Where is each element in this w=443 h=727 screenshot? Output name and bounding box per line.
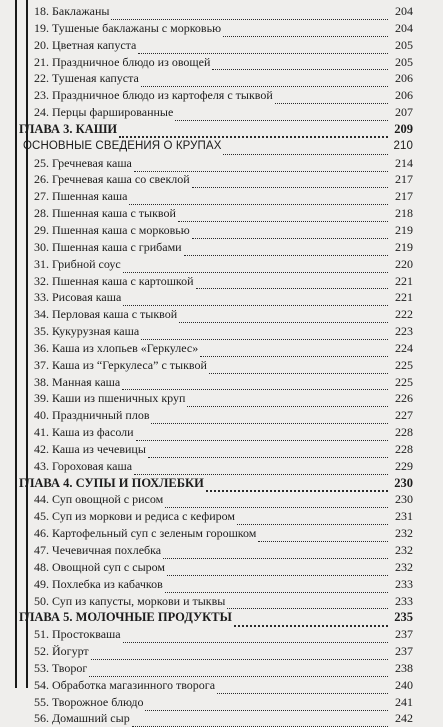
chapter-title: ГЛАВА 4. СУПЫ И ПОХЛЕБКИ [19,475,204,490]
entry-title: 54. Обработка магазинного творога [34,677,216,692]
dot-leader [138,41,388,54]
entry-title: 49. Похлебка из кабачков [34,576,163,591]
page-number: 230 [394,475,413,490]
toc-entry [0,525,443,542]
page-number: 232 [395,543,413,557]
toc-entry [0,458,443,475]
dot-leader [212,57,388,70]
entry-title: 30. Пшенная каша с грибами [34,239,182,254]
page-number: 220 [395,256,413,271]
page-number: 237 [395,627,413,642]
entry-title: 56. Домашний сыр [34,711,130,726]
toc-entry [0,171,443,188]
dot-leader [129,192,388,205]
page-number: 221 [395,273,413,288]
dot-leader [192,175,388,188]
table-of-contents [0,3,443,727]
toc-entry [0,542,443,559]
toc-entry [0,239,443,256]
dot-leader [178,209,388,222]
page-number: 224 [395,340,413,355]
chapter-title: ГЛАВА 3. КАШИ [19,121,118,136]
dot-leader [209,361,388,374]
dot-leader [227,596,388,609]
page-number: 238 [395,660,413,675]
page-number: 241 [395,694,413,709]
toc-entry [0,289,443,306]
dot-leader [134,462,388,475]
toc-entry [0,491,443,508]
page-number: 210 [393,139,413,152]
dot-leader [179,310,388,323]
entry-title: 19. Тушеные баклажаны с морковью [34,20,222,35]
entry-title: 35. Кукурузная каша [34,324,140,339]
dot-leader [237,512,388,525]
dot-leader [223,24,388,37]
dot-leader [196,276,388,289]
page-number: 217 [395,189,413,204]
dot-leader [151,411,388,424]
entry-title: 24. Перцы фаршированные [34,105,174,120]
dot-leader [132,714,388,727]
toc-entry [0,188,443,205]
chapter-title: ГЛАВА 5. МОЛОЧНЫЕ ПРОДУКТЫ [19,610,232,625]
page-number: 230 [395,492,413,507]
page-number: 204 [395,20,413,35]
page-number: 219 [395,222,413,237]
page-number: 232 [395,526,413,541]
page-number: 227 [395,408,413,423]
entry-title: 48. Овощной суп с сыром [34,559,166,574]
dot-leader [145,698,388,711]
toc-entry [0,710,443,727]
dot-leader [119,124,388,138]
toc-entry [0,407,443,424]
entry-title: 51. Простокваша [34,627,121,642]
dot-leader [89,664,388,677]
entry-title: 52. Йогурт [34,644,89,659]
page-number: 228 [395,425,413,440]
page-number: 225 [395,357,413,372]
page-number: 226 [395,391,413,406]
entry-title: 27. Пшенная каша [34,189,128,204]
toc-entry [0,222,443,239]
entry-title: 25. Гречневая каша [34,155,132,170]
chapter-heading [0,609,443,626]
dot-leader [217,681,388,694]
entry-title: 38. Манная каша [34,374,121,389]
section-title: ОСНОВНЫЕ СВЕДЕНИЯ О КРУПАХ [23,139,222,152]
entry-title: 22. Тушеная капуста [34,71,139,86]
page-number: 206 [395,71,413,86]
page-number: 233 [395,576,413,591]
entry-title: 47. Чечевичная похлебка [34,543,162,557]
toc-entry [0,340,443,357]
toc-entry [0,508,443,525]
entry-title: 44. Суп овощной с рисом [34,492,164,507]
toc-entry [0,660,443,677]
dot-leader [148,445,388,458]
entry-title: 36. Каша из хлопьев «Геркулес» [34,340,199,355]
page-number: 242 [395,711,413,726]
page-number: 205 [395,54,413,69]
dot-leader [123,630,388,643]
toc-entry [0,205,443,222]
dot-leader [111,7,388,20]
page-number: 214 [395,155,413,170]
toc-entry [0,37,443,54]
entry-title: 50. Суп из капусты, моркови и тыквы [34,593,226,608]
entry-title: 42. Каша из чечевицы [34,441,146,456]
dot-leader [234,613,388,627]
dot-leader [141,74,388,87]
entry-title: 33. Рисовая каша [34,290,122,305]
toc-entry [0,441,443,458]
page-number: 219 [395,239,413,254]
dot-leader [122,377,388,390]
dot-leader [134,159,388,172]
toc-entry [0,323,443,340]
toc-entry [0,424,443,441]
toc-entry [0,70,443,87]
section-heading [0,138,443,155]
dot-leader [165,580,388,593]
toc-entry [0,155,443,172]
page-number: 232 [395,559,413,574]
dot-leader [123,260,388,273]
page-number: 228 [395,441,413,456]
page-number: 223 [395,324,413,339]
page-number: 206 [395,88,413,103]
page-number: 225 [395,374,413,389]
dot-leader [123,293,388,306]
entry-title: 32. Пшенная каша с картошкой [34,273,194,288]
toc-entry [0,390,443,407]
dot-leader [163,546,388,559]
page-number: 237 [395,644,413,659]
page-number: 221 [395,290,413,305]
dot-leader [167,563,388,576]
dot-leader [141,327,388,340]
toc-entry [0,87,443,104]
toc-entry [0,643,443,660]
toc-entry [0,54,443,71]
toc-entry [0,677,443,694]
entry-title: 34. Перловая каша с тыквой [34,307,178,322]
entry-title: 37. Каша из “Геркулеса” с тыквой [34,357,207,372]
dot-leader [91,647,388,660]
toc-entry [0,104,443,121]
toc-entry [0,306,443,323]
toc-entry [0,273,443,290]
toc-entry [0,593,443,610]
toc-entry [0,20,443,37]
entry-title: 20. Цветная капуста [34,37,137,52]
page-number: 205 [395,37,413,52]
entry-title: 26. Гречневая каша со свеклой [34,172,190,187]
chapter-heading [0,475,443,492]
page-number: 233 [395,593,413,608]
dot-leader [223,142,388,155]
entry-title: 53. Творог [34,660,88,675]
toc-entry [0,256,443,273]
page-number: 209 [394,121,413,136]
dot-leader [184,243,388,256]
entry-title: 43. Гороховая каша [34,458,133,473]
entry-title: 40. Праздничный плов [34,408,150,423]
entry-title: 29. Пшенная каша с морковью [34,222,190,237]
toc-entry [0,559,443,576]
toc-entry [0,374,443,391]
chapter-heading [0,121,443,138]
dot-leader [175,108,388,121]
toc-entry [0,694,443,711]
dot-leader [258,529,388,542]
entry-title: 23. Праздничное блюдо из картофеля с тыквой [34,88,273,103]
toc-entry [0,3,443,20]
page-number: 235 [394,610,413,625]
dot-leader [187,394,388,407]
dot-leader [200,344,388,357]
toc-entry [0,357,443,374]
entry-title: 41. Каша из фасоли [34,425,134,440]
page-number: 240 [395,677,413,692]
dot-leader [206,478,388,492]
entry-title: 21. Праздничное блюдо из овощей [34,54,211,69]
entry-title: 55. Творожное блюдо [34,694,144,709]
page-number: 229 [395,458,413,473]
page-number: 207 [395,105,413,120]
entry-title: 31. Грибной соус [34,256,121,271]
dot-leader [136,428,388,441]
page-number: 204 [395,4,413,18]
toc-entry [0,576,443,593]
dot-leader [275,91,388,104]
dot-leader [165,495,388,508]
page-number: 218 [395,206,413,221]
page-number: 222 [395,307,413,322]
entry-title: 39. Каши из пшеничных круп [34,391,186,406]
entry-title: 28. Пшенная каша с тыквой [34,206,176,221]
toc-entry [0,626,443,643]
page-number: 217 [395,172,413,187]
entry-title: 45. Суп из моркови и редиса с кефиром [34,509,235,524]
entry-title: 46. Картофельный суп с зеленым горошком [34,526,257,541]
entry-title: 18. Баклажаны [34,4,110,18]
dot-leader [192,226,388,239]
page-number: 231 [395,509,413,524]
